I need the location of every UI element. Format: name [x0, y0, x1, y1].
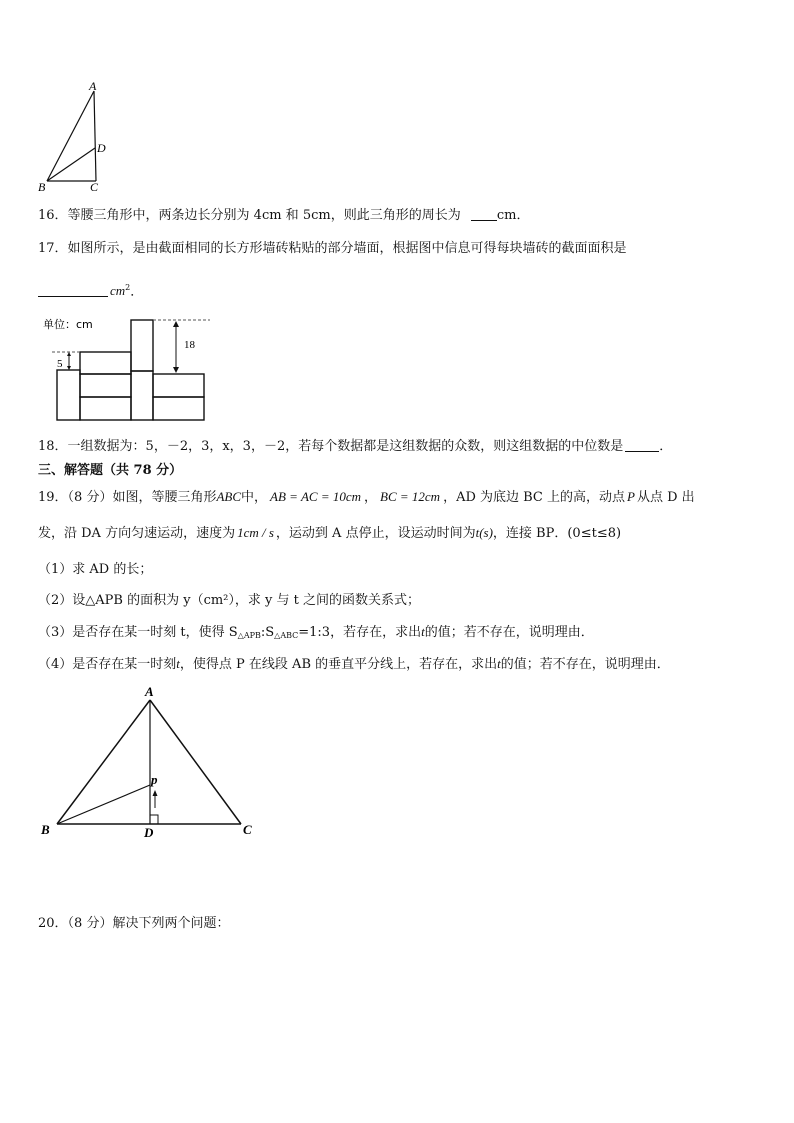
q17-answer-blank: [38, 283, 108, 297]
question-19-line1: [38, 488, 695, 507]
q19-text: ，: [364, 490, 378, 505]
q19-text: ，运动到 A 点停止，设运动时间为: [275, 526, 476, 541]
tile-vertical-2: [131, 320, 153, 371]
q17-end: ．: [130, 284, 144, 300]
question-19-part2: （2）设△APB 的面积为 y（cm²），求 y 与 t 之间的函数关系式；: [38, 593, 420, 608]
segment-ac: [150, 700, 241, 824]
question-17-answer: [38, 279, 143, 301]
segment-ab: [57, 700, 150, 824]
q19-speed: 1cm / s: [237, 525, 274, 540]
segment-ab: [47, 91, 94, 181]
q19-point-p: P: [627, 489, 635, 504]
tile-horizontal-3: [80, 397, 131, 420]
q19-p4-var-t: t: [497, 656, 501, 671]
tiles-unit-label: 单位：cm: [43, 318, 93, 331]
q19-formula-ab: AB = AC = 10cm: [270, 489, 361, 504]
q19-p3-sub-abc: △ABC: [274, 631, 299, 640]
q16-text: 16．等腰三角形中，两条边长分别为 4cm 和 5cm，则此三角形的周长为: [38, 208, 461, 223]
q19-p4-text: 的值；若不存在，说明理由．: [500, 657, 670, 672]
arrow-18-head-top: [173, 321, 179, 327]
question-20: 20．（8 分）解决下列两个问题：: [38, 916, 230, 931]
q18-end: ．: [659, 439, 673, 454]
q19-formula-bc: BC = 12cm: [380, 489, 441, 504]
q17-text: 17．如图所示，是由截面相同的长方形墙砖粘贴的部分墙面，根据图中信息可得每块墙砖的截面面积是: [38, 241, 627, 256]
q19-p4-var-t: t: [176, 656, 180, 671]
label-d: D: [144, 825, 154, 840]
q19-time: t(s): [475, 525, 493, 540]
segment-bd: [47, 148, 95, 181]
question-19-line2: [38, 524, 621, 543]
label-b: B: [41, 822, 50, 837]
q19-text: ，AD 为底边 BC 上的高，动点: [443, 490, 626, 505]
q19-p3-text: （3）是否存在某一时刻 t，使得 S: [38, 625, 238, 640]
q19-p4-text: ，使得点 P 在线段 AB 的垂直平分线上，若存在，求出: [179, 657, 498, 672]
tile-horizontal-2: [80, 374, 131, 397]
tile-vertical-3: [131, 371, 153, 420]
q19-p4-text: （4）是否存在某一时刻: [38, 657, 177, 672]
q18-answer-blank: [625, 438, 659, 452]
q16-unit: cm．: [496, 208, 530, 223]
arrow-18-head-bottom: [173, 367, 179, 373]
figure-isosceles-triangle: [36, 684, 266, 844]
question-18: [38, 438, 672, 456]
q19-text: 中，: [241, 490, 268, 505]
q19-triangle-name: ABC: [216, 489, 242, 504]
arrow-5-head-top: [67, 352, 71, 356]
tile-horizontal-5: [153, 397, 204, 420]
q19-p3-text: 的值；若不存在，说明理由．: [424, 625, 594, 640]
section-3-header: 三、解答题（共 78 分）: [38, 463, 183, 478]
q16-answer-blank: [471, 207, 497, 221]
tile-vertical-1: [57, 370, 80, 420]
q18-text: 18．一组数据为：5，－2，3，x，3，－2，若每个数据都是这组数据的众数，则这组数据的中位数是: [38, 439, 624, 454]
figure-tiles: [40, 312, 215, 424]
tile-horizontal-1: [80, 352, 131, 374]
right-angle-mark: [150, 815, 158, 824]
question-19-part3: [38, 623, 594, 645]
label-d: D: [97, 141, 106, 155]
question-19-part4: [38, 655, 670, 674]
q19-text: 从点 D 出: [636, 490, 695, 505]
segment-ac: [94, 91, 96, 181]
q19-text: 发，沿 DA 方向匀速运动，速度为: [38, 526, 236, 541]
q19-text: 19．（8 分）如图，等腰三角形: [38, 490, 217, 505]
label-p: p: [151, 772, 158, 787]
q19-p3-sub-apb: △APB: [237, 631, 261, 640]
label-a: A: [89, 79, 97, 93]
label-c: C: [243, 822, 252, 837]
q17-unit: cm: [110, 283, 126, 299]
tile-horizontal-4: [153, 374, 204, 397]
arrow-up-head: [153, 790, 158, 796]
dim-5-label: 5: [57, 358, 63, 370]
dim-18-label: 18: [184, 339, 195, 351]
label-b: B: [38, 180, 46, 194]
q19-p3-text: =1:3，若存在，求出: [298, 625, 422, 640]
q19-text: ，连接 BP．(0≤t≤8): [492, 526, 622, 541]
question-17: [38, 240, 627, 258]
label-c: C: [90, 180, 99, 194]
question-16: [38, 207, 529, 225]
label-a: A: [145, 684, 154, 699]
question-19-part1: （1）求 AD 的长；: [38, 562, 153, 577]
figure-triangle-abd: [34, 78, 114, 196]
q19-p3-text: :S: [260, 625, 275, 640]
q17-unit-sup: 2: [125, 283, 131, 292]
q19-p3-var-t: t: [421, 624, 425, 639]
